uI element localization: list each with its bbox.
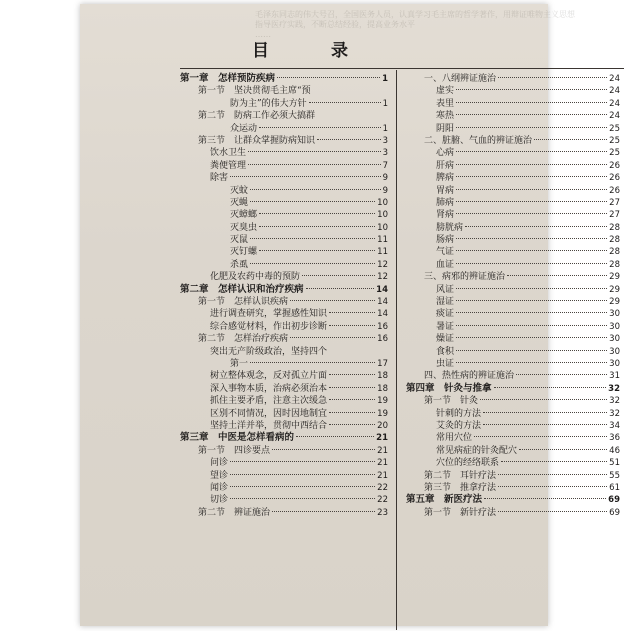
toc-entry [180,470,388,482]
toc-entry-title: 深入事物本质，治病必须治本 [210,383,328,394]
toc-entry-title: 第一章 怎样预防疾病 [180,73,276,84]
toc-entry [406,358,620,370]
toc-page-number: 32 [608,383,620,394]
toc-entry [406,123,620,135]
toc-chapter [406,494,620,506]
toc-entry [180,457,388,469]
toc-entry [406,457,620,469]
toc-entry-title: 胃病 [436,185,455,196]
toc-page-number: 25 [609,148,620,159]
toc-entry [180,234,388,246]
toc-leader-dots [456,312,607,313]
toc-right-column [406,73,620,519]
toc-entry-title: 脾病 [436,173,455,184]
toc-entry [406,482,620,494]
toc-entry [406,98,620,110]
header-rule [180,68,624,69]
toc-page-number: 21 [377,458,388,469]
toc-entry-title: 除害 [210,173,229,184]
toc-leader-dots [456,127,607,128]
toc-chapter [180,432,388,444]
toc-entry-title: 肠病 [436,235,455,246]
toc-entry-title: 痰证 [436,309,455,320]
toc-leader-dots [456,362,607,363]
toc-entry-title: 切诊 [210,495,229,506]
toc-entry [406,370,620,382]
toc-entry-title: 第二章 怎样认识和治疗疾病 [180,283,304,295]
toc-entry [180,271,388,283]
toc-entry [406,321,620,333]
toc-leader-dots [259,127,381,128]
bleed-line: 毛泽东同志的伟大号召，全国医务人员，认真学习毛主席的哲学著作，用辩证唯物主义思想 [255,10,575,19]
toc-page-number: 28 [609,247,620,258]
toc-entry-title: 常见病症的针灸配穴 [436,445,518,456]
toc-entry-title: 第三节 让群众掌握防病知识 [198,135,316,146]
toc-leader-dots [250,362,375,363]
toc-entry [180,420,388,432]
toc-leader-dots [474,436,607,437]
toc-leader-dots [230,461,375,462]
toc-entry-title: 表里 [436,98,455,109]
toc-entry [406,259,620,271]
toc-entry [180,358,388,370]
toc-page-number: 34 [609,420,620,431]
toc-entry [180,98,388,110]
toc-entry-title: 肺病 [436,197,455,208]
toc-page-number: 24 [609,74,620,84]
toc-entry [406,135,620,147]
toc-entry-title: 第四章 针灸与推拿 [406,382,492,394]
toc-leader-dots [456,325,607,326]
toc-entry [180,346,388,358]
toc-page-number: 51 [609,458,620,469]
toc-leader-dots [302,275,375,276]
toc-leader-dots [494,387,607,388]
page-title: 目 录 [252,41,376,61]
toc-entry-title: 针刺的方法 [436,408,482,419]
toc-leader-dots [456,213,607,214]
toc-leader-dots [230,176,381,177]
toc-page-number: 36 [609,433,620,444]
toc-entry-title: 区别不同情况，因时因地制宜 [210,408,328,419]
toc-entry [180,185,388,197]
toc-entry-title: 防为主”的伟大方针 [230,98,307,109]
toc-left-column [180,73,388,519]
toc-leader-dots [501,461,607,462]
toc-leader-dots [456,201,607,202]
toc-leader-dots [248,151,381,152]
toc-page-number: 30 [609,321,620,332]
toc-leader-dots [329,374,375,375]
toc-entry-title: 灭鼠 [230,235,249,246]
toc-entry [180,445,388,457]
toc-entry-title: 杀虱 [230,259,249,270]
toc-leader-dots [516,374,607,375]
toc-page-number: 9 [382,173,388,184]
toc-leader-dots [290,337,375,338]
toc-leader-dots [534,139,607,140]
toc-entry-title: 第二节 怎样治疗疾病 [198,334,289,345]
toc-entry-title: 第二节 辨证施治 [198,507,271,518]
toc-entry [406,246,620,258]
toc-entry [180,333,388,345]
toc-entry-title: 二、脏腑、气血的辨证施治 [424,135,533,146]
toc-leader-dots [456,102,607,103]
toc-page-number: 27 [609,197,620,208]
toc-leader-dots [329,399,375,400]
toc-page-number: 30 [609,346,620,357]
toc-leader-dots [329,412,375,413]
toc-page-number: 11 [377,247,388,258]
toc-entry [406,346,620,358]
toc-entry-title: 心病 [436,148,455,159]
toc-page-number: 10 [377,222,388,233]
toc-leader-dots [329,387,375,388]
toc-leader-dots [456,189,607,190]
toc-entry-title: 第二节 耳针疗法 [424,470,497,481]
toc-entry [406,432,620,444]
toc-entry [406,284,620,296]
toc-entry [406,470,620,482]
toc-leader-dots [272,511,375,512]
toc-entry [180,160,388,172]
toc-entry-title: 寒热 [436,111,455,122]
toc-entry [180,370,388,382]
toc-leader-dots [296,436,374,437]
toc-entry [406,185,620,197]
toc-entry-title: 灭钉螺 [230,247,258,258]
toc-entry [180,172,388,184]
toc-page-number: 1 [382,123,388,134]
toc-page-number: 24 [609,86,620,97]
toc-entry-title: 第三节 推拿疗法 [424,482,497,493]
toc-leader-dots [456,238,607,239]
toc-entry [180,507,388,519]
toc-leader-dots [329,312,375,313]
toc-entry-title: 进行调查研究，掌握感性知识 [210,309,328,320]
toc-leader-dots [483,424,607,425]
toc-entry-title: 第三章 中医是怎样看病的 [180,432,295,444]
toc-leader-dots [456,300,607,301]
toc-entry [180,308,388,320]
toc-page-number: 22 [377,482,388,493]
toc-leader-dots [309,102,381,103]
bleed-line: …… [255,30,271,39]
toc-entry-title: 灭蟑螂 [230,210,258,221]
toc-page-number: 18 [377,383,388,394]
toc-leader-dots [250,189,381,190]
toc-entry-title: 粪便管理 [210,160,247,171]
toc-leader-dots [317,139,381,140]
toc-entry [180,321,388,333]
toc-entry [406,197,620,209]
toc-page-number: 19 [377,396,388,407]
toc-leader-dots [230,498,375,499]
toc-entry-title: 闻诊 [210,482,229,493]
toc-page-number: 29 [609,272,620,283]
toc-page-number: 69 [608,495,620,506]
toc-entry [406,209,620,221]
toc-entry [180,222,388,234]
toc-entry [180,123,388,135]
toc-entry-title: 第一 [230,358,249,369]
toc-entry-title: 艾灸的方法 [436,420,482,431]
toc-page-number: 29 [609,297,620,308]
toc-leader-dots [250,238,375,239]
toc-entry [180,494,388,506]
toc-entry-title: 三、病邪的辨证施治 [424,272,506,283]
column-divider [396,70,397,630]
toc-leader-dots [329,424,375,425]
toc-page-number: 26 [609,185,620,196]
toc-page-number: 14 [376,284,388,295]
toc-page-number: 9 [382,185,388,196]
toc-page-number: 26 [609,173,620,184]
toc-entry [406,160,620,172]
toc-entry [180,209,388,221]
toc-entry-title: 肾病 [436,210,455,221]
toc-entry-title: 综合感觉材料，作出初步诊断 [210,321,328,332]
toc-entry [406,296,620,308]
toc-leader-dots [484,498,606,499]
toc-entry-title: 抓住主要矛盾，注意主次缓急 [210,396,328,407]
toc-entry [180,395,388,407]
toc-entry [406,445,620,457]
toc-page-number: 31 [609,371,620,382]
toc-entry-title: 第五章 新医疗法 [406,494,483,506]
toc-entry [180,482,388,494]
toc-page-number: 29 [609,284,620,295]
toc-entry-title: 食积 [436,346,455,357]
toc-leader-dots [456,164,607,165]
toc-leader-dots [329,325,375,326]
toc-leader-dots [259,250,375,251]
toc-entry-title: 第一节 怎样认识疾病 [198,297,289,308]
toc-entry-title: 树立整体观念，反对孤立片面 [210,371,328,382]
toc-leader-dots [519,449,607,450]
toc-page-number: 14 [377,309,388,320]
toc-leader-dots [456,337,607,338]
toc-entry [180,383,388,395]
toc-leader-dots [456,350,607,351]
toc-page-number: 26 [609,160,620,171]
toc-entry [180,135,388,147]
toc-leader-dots [456,114,607,115]
toc-page-number: 24 [609,98,620,109]
toc-entry [406,271,620,283]
toc-entry [180,197,388,209]
toc-page-number: 16 [377,334,388,345]
toc-page-number: 23 [377,507,388,518]
toc-leader-dots [277,77,380,78]
toc-page-number: 7 [382,160,388,171]
toc-leader-dots [456,250,607,251]
toc-entry [406,408,620,420]
toc-leader-dots [250,201,375,202]
toc-entry [406,333,620,345]
toc-entry-title: 灭蚊 [230,185,249,196]
toc-page-number: 14 [377,297,388,308]
toc-chapter [406,383,620,395]
toc-entry-title: 第一节 新针疗法 [424,507,497,518]
toc-entry-title: 第二节 防病工作必须大搞群 [198,111,316,122]
toc-page-number: 21 [377,445,388,456]
toc-entry [406,234,620,246]
toc-entry [406,172,620,184]
toc-entry-title: 血证 [436,259,455,270]
toc-chapter [180,73,388,85]
toc-entry-title: 燥证 [436,334,455,345]
toc-page-number: 27 [609,210,620,221]
toc-leader-dots [306,288,375,289]
toc-leader-dots [507,275,607,276]
bleed-line: 指导医疗实践，不断总结经验，提高业务水平 [255,20,415,29]
toc-entry [406,147,620,159]
toc-entry-title: 饮水卫生 [210,148,247,159]
toc-entry-title: 四、热性病的辨证施治 [424,371,515,382]
toc-entry [406,507,620,519]
toc-page-number: 32 [609,408,620,419]
toc-leader-dots [498,486,607,487]
toc-entry-title: 众运动 [230,123,258,134]
toc-entry-title: 坚持土洋并举，贯彻中西结合 [210,420,328,431]
toc-page-number: 25 [609,135,620,146]
toc-entry [180,408,388,420]
toc-leader-dots [250,263,375,264]
toc-entry [180,85,388,97]
toc-leader-dots [248,164,381,165]
toc-entry-title: 第一节 四诊要点 [198,445,271,456]
toc-entry-title: 常用穴位 [436,433,473,444]
toc-leader-dots [456,263,607,264]
toc-entry-title: 暑证 [436,321,455,332]
toc-entry-title: 灭蝇 [230,197,249,208]
toc-entry-title: 肝病 [436,160,455,171]
toc-page-number: 20 [377,420,388,431]
toc-page-number: 30 [609,334,620,345]
toc-page-number: 21 [377,470,388,481]
toc-entry [406,308,620,320]
toc-entry-title: 虫证 [436,358,455,369]
toc-entry [406,85,620,97]
toc-page-number: 46 [609,445,620,456]
toc-entry-title: 突出无产阶级政治，坚持四个 [210,346,328,357]
toc-page-number: 21 [376,433,388,444]
toc-entry [406,420,620,432]
toc-entry [406,73,620,85]
toc-leader-dots [456,89,607,90]
toc-page-number: 11 [377,235,388,246]
toc-entry-title: 阴阳 [436,123,455,134]
toc-page-number: 16 [377,321,388,332]
toc-leader-dots [498,77,607,78]
toc-entry [180,296,388,308]
toc-leader-dots [230,486,375,487]
toc-entry-title: 虚实 [436,86,455,97]
toc-entry [180,259,388,271]
toc-entry-title: 望诊 [210,470,229,481]
toc-entry-title: 灭臭虫 [230,222,258,233]
toc-entry-title: 第一节 针灸 [424,396,479,407]
toc-page-number: 32 [609,396,620,407]
toc-page-number: 22 [377,495,388,506]
toc-page-number: 10 [377,197,388,208]
toc-leader-dots [498,511,607,512]
toc-page-number: 1 [382,98,388,109]
toc-entry-title: 湿证 [436,297,455,308]
toc-page-number: 69 [609,507,620,518]
toc-page-number: 3 [382,135,388,146]
toc-entry-title: 化肥及农药中毒的预防 [210,272,301,283]
toc-entry-title: 问诊 [210,458,229,469]
toc-page-number: 28 [609,259,620,270]
toc-leader-dots [498,474,607,475]
toc-page-number: 61 [609,482,620,493]
toc-leader-dots [456,151,607,152]
toc-leader-dots [480,399,607,400]
toc-page-number: 30 [609,358,620,369]
toc-page-number: 12 [377,259,388,270]
toc-entry-title: 穴位的经络联系 [436,458,500,469]
toc-leader-dots [230,474,375,475]
toc-entry [406,395,620,407]
toc-page-number: 28 [609,222,620,233]
toc-entry-title: 一、八纲辨证施治 [424,74,497,84]
toc-leader-dots [272,449,375,450]
toc-page-number: 28 [609,235,620,246]
book-page-photo [80,4,620,626]
toc-page-number: 12 [377,272,388,283]
toc-page-number: 55 [609,470,620,481]
toc-leader-dots [259,213,375,214]
toc-page-number: 1 [382,74,388,84]
toc-entry-title: 膀胱病 [436,222,464,233]
toc-page-number: 18 [377,371,388,382]
toc-leader-dots [456,176,607,177]
toc-page-number: 25 [609,123,620,134]
toc-entry [180,147,388,159]
toc-leader-dots [456,288,607,289]
toc-entry-title: 气证 [436,247,455,258]
toc-leader-dots [465,226,607,227]
toc-entry [180,110,388,122]
toc-entry-title: 风证 [436,284,455,295]
toc-entry [406,222,620,234]
toc-leader-dots [259,226,375,227]
toc-page-number: 10 [377,210,388,221]
toc-entry [180,246,388,258]
toc-entry [406,110,620,122]
toc-leader-dots [483,412,607,413]
toc-page-number: 30 [609,309,620,320]
toc-page-number: 19 [377,408,388,419]
toc-page-number: 24 [609,111,620,122]
toc-page-number: 3 [382,148,388,159]
toc-entry-title: 第一节 坚决贯彻毛主席“预 [198,86,311,97]
toc-leader-dots [290,300,375,301]
toc-page-number: 17 [377,358,388,369]
toc-chapter [180,284,388,296]
